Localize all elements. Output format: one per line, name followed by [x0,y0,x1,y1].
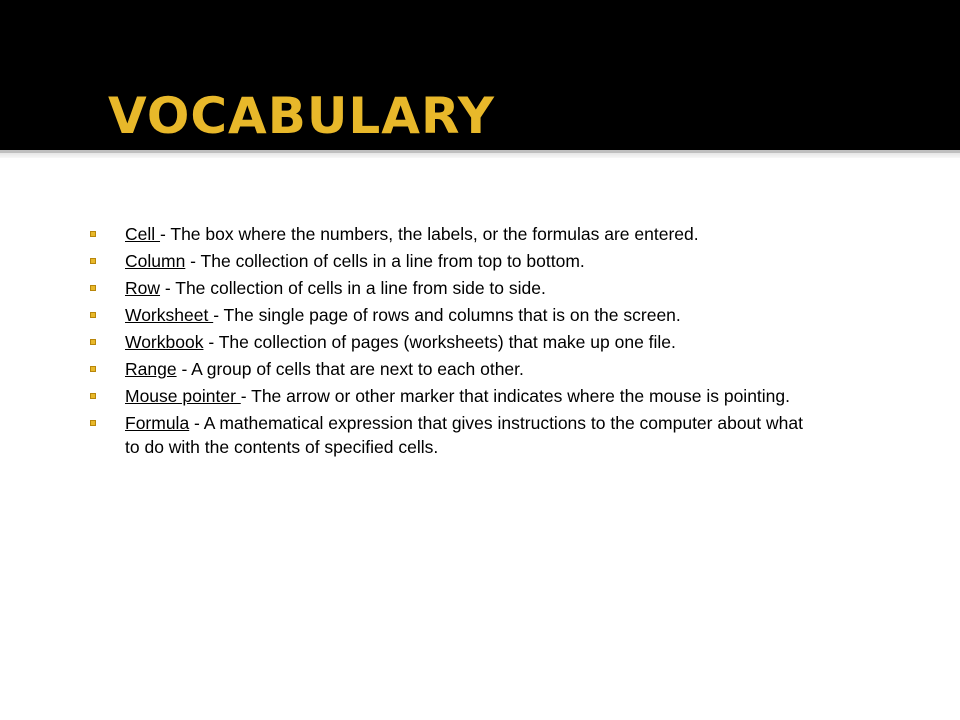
vocab-definition: - The collection of pages (worksheets) that make up one file. [203,332,676,352]
vocab-item-mouse-pointer [90,384,820,408]
vocab-definition: - The collection of cells in a line from side to side. [160,278,546,298]
title-bar [0,0,960,150]
square-bullet-icon [90,420,96,426]
vocab-item-cell [90,222,820,246]
vocab-item-workbook [90,330,820,354]
vocab-definition: - The single page of rows and columns that is on the screen. [213,305,681,325]
vocabulary-list [90,222,820,462]
vocab-item-worksheet [90,303,820,327]
square-bullet-icon [90,285,96,291]
square-bullet-icon [90,366,96,372]
square-bullet-icon [90,393,96,399]
vocab-term: Mouse pointer [125,386,241,406]
square-bullet-icon [90,339,96,345]
vocab-term: Formula [125,413,190,433]
vocab-definition: - A group of cells that are next to each other. [176,359,524,379]
vocab-definition: - A mathematical expression that gives instructions to the computer about what to do with the contents of specified cells. [125,413,803,457]
vocab-term: Row [125,278,161,298]
vocab-definition: - The collection of cells in a line from top to bottom. [185,251,585,271]
vocab-term: Cell [125,224,161,244]
vocab-item-range [90,357,820,381]
vocab-term: Range [125,359,177,379]
vocab-definition: - The box where the numbers, the labels, or the formulas are entered. [160,224,699,244]
vocab-term: Worksheet [125,305,214,325]
title-divider-shadow [0,153,960,158]
square-bullet-icon [90,258,96,264]
vocab-item-formula [90,411,820,459]
vocab-term: Workbook [125,332,204,352]
square-bullet-icon [90,231,96,237]
vocab-definition: - The arrow or other marker that indicates where the mouse is pointing. [240,386,791,406]
square-bullet-icon [90,312,96,318]
vocab-term: Column [125,251,186,271]
vocab-item-row [90,276,820,300]
vocab-item-column [90,249,820,273]
slide-title: VOCABULARY [108,87,495,145]
